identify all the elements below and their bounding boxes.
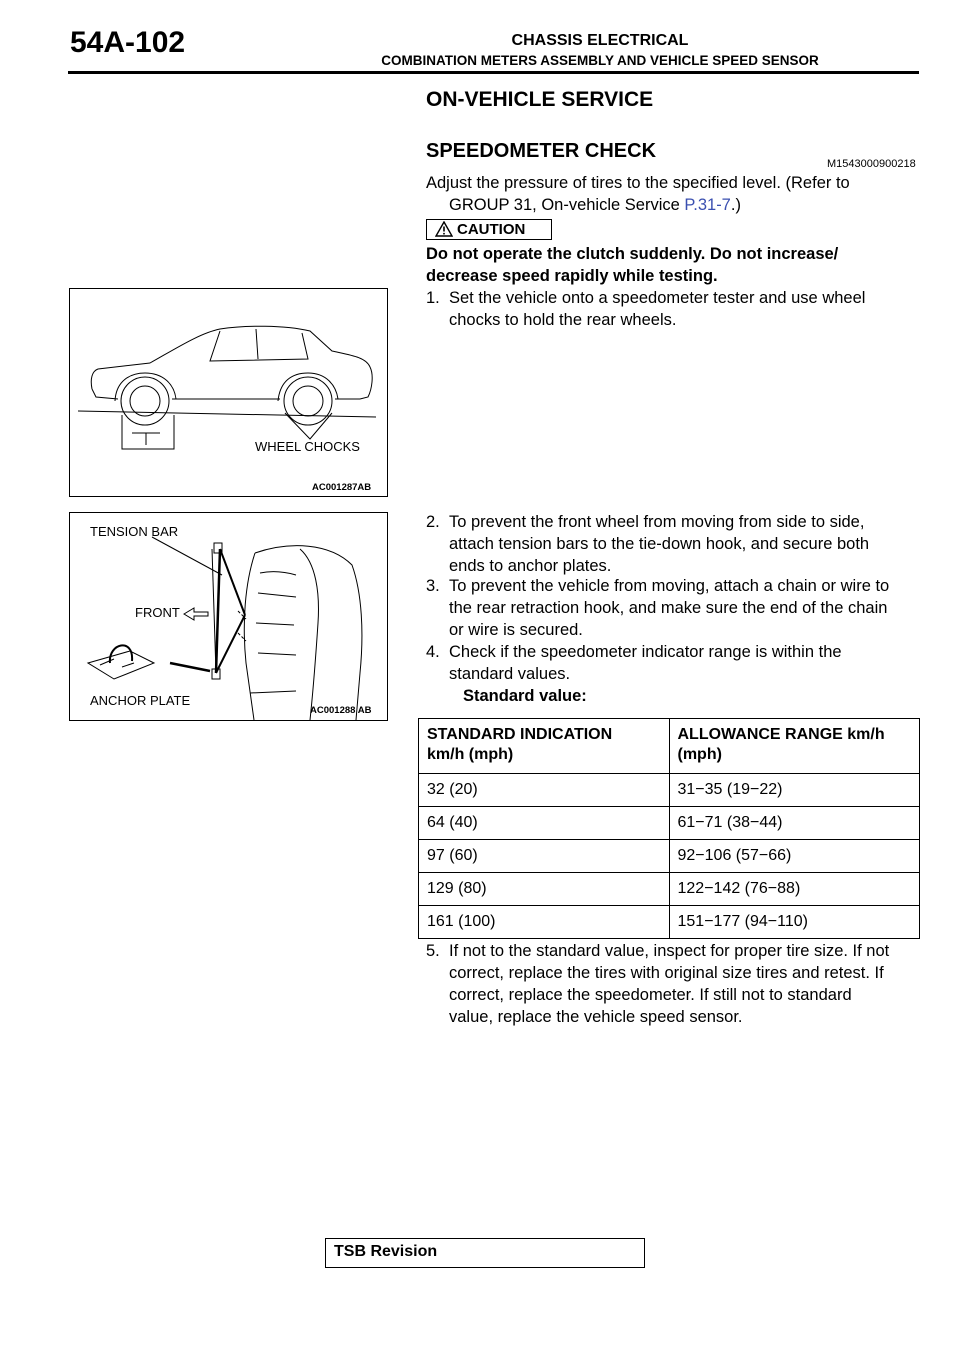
table-row: [419, 906, 920, 939]
header-line: ALLOWANCE RANGE km/h: [677, 726, 885, 743]
step-1: [426, 287, 926, 331]
intro-suffix: .): [730, 196, 741, 214]
step-line: To prevent the front wheel from moving from side to side,: [449, 513, 865, 531]
step-line: Check if the speedometer indicator range is within the: [449, 643, 842, 661]
section-title: ON-VEHICLE SERVICE: [426, 88, 654, 111]
column-header: [669, 719, 920, 774]
table-cell: 32 (20): [419, 774, 670, 807]
step-line: value, replace the vehicle speed sensor.: [449, 1008, 743, 1026]
reference-link[interactable]: P.31-7: [684, 196, 731, 214]
header-line: STANDARD INDICATION: [427, 726, 613, 743]
standard-value-table: [418, 718, 920, 939]
step-line: To prevent the vehicle from moving, attach a chain or wire to: [449, 577, 890, 595]
table-cell: 97 (60): [419, 840, 670, 873]
subsection-header: COMBINATION METERS ASSEMBLY AND VEHICLE SPEED SENSOR: [381, 53, 819, 68]
tension-bar-label: TENSION BAR: [90, 524, 179, 539]
step-2: [426, 511, 926, 577]
caution-line-2: decrease speed rapidly while testing.: [426, 267, 718, 285]
step-number: 1.: [426, 289, 440, 307]
table-cell: 161 (100): [419, 906, 670, 939]
intro-text: GROUP 31, On-vehicle Service: [449, 196, 685, 214]
table-cell: 92−106 (57−66): [669, 840, 920, 873]
figure-id: AC001287AB: [312, 482, 372, 493]
step-line: If not to the standard value, inspect for proper tire size. If not: [449, 942, 890, 960]
table-row: [419, 873, 920, 906]
section-header: CHASSIS ELECTRICAL: [511, 32, 689, 49]
step-5: [426, 940, 936, 1028]
table-cell: 122−142 (76−88): [669, 873, 920, 906]
tsb-revision-box: [325, 1238, 645, 1268]
table-cell: 129 (80): [419, 873, 670, 906]
figure-id: AC001288 AB: [310, 705, 372, 716]
step-number: 3.: [426, 577, 440, 595]
step-line: standard values.: [449, 665, 571, 683]
header-line: (mph): [677, 746, 722, 763]
step-number: 4.: [426, 643, 440, 661]
header-rule: [68, 71, 919, 74]
step-line: Set the vehicle onto a speedometer tester and use wheel: [449, 289, 866, 307]
step-line: the rear retraction hook, and make sure the end of the chain: [449, 599, 888, 617]
header-line: km/h (mph): [427, 746, 514, 763]
standard-value-label: Standard value:: [463, 687, 587, 705]
step-line: chocks to hold the rear wheels.: [449, 311, 677, 329]
step-line: attach tension bars to the tie-down hook, and secure both: [449, 535, 870, 553]
intro-line-1: Adjust the pressure of tires to the specified level. (Refer to: [426, 174, 850, 192]
wheel-chocks-figure: [69, 288, 388, 497]
step-4: [426, 641, 926, 685]
table-row: [419, 774, 920, 807]
step-line: ends to anchor plates.: [449, 557, 612, 575]
table-header-row: [419, 719, 920, 774]
step-line: correct, replace the speedometer. If still not to standard: [449, 986, 852, 1004]
step-line: or wire is secured.: [449, 621, 583, 639]
warning-icon: [435, 221, 453, 237]
table-cell: 31−35 (19−22): [669, 774, 920, 807]
doc-code: M1543000900218: [827, 158, 916, 170]
tsb-revision-label: TSB Revision: [334, 1243, 438, 1260]
column-header: [419, 719, 670, 774]
tension-bar-figure: [69, 512, 388, 721]
step-number: 2.: [426, 513, 440, 531]
table-cell: 151−177 (94−110): [669, 906, 920, 939]
step-line: correct, replace the tires with original size tires and retest. If: [449, 964, 884, 982]
step-3: [426, 575, 926, 641]
table-cell: 64 (40): [419, 807, 670, 840]
caution-label-box: [426, 219, 552, 240]
car-wheel-chocks-illustration: [70, 289, 387, 496]
table-row: [419, 807, 920, 840]
caution-label: CAUTION: [457, 221, 526, 238]
intro-line-2: [449, 194, 741, 216]
front-label: FRONT: [135, 605, 180, 620]
table-row: [419, 840, 920, 873]
step-number: 5.: [426, 942, 440, 960]
page-number: 54A-102: [70, 26, 186, 59]
caution-line-1: Do not operate the clutch suddenly. Do not increase/: [426, 245, 839, 263]
wheel-chocks-label: WHEEL CHOCKS: [255, 439, 360, 454]
subsection-title: SPEEDOMETER CHECK: [426, 140, 657, 162]
tension-bar-illustration: [70, 513, 387, 720]
anchor-plate-label: ANCHOR PLATE: [90, 693, 191, 708]
table-cell: 61−71 (38−44): [669, 807, 920, 840]
